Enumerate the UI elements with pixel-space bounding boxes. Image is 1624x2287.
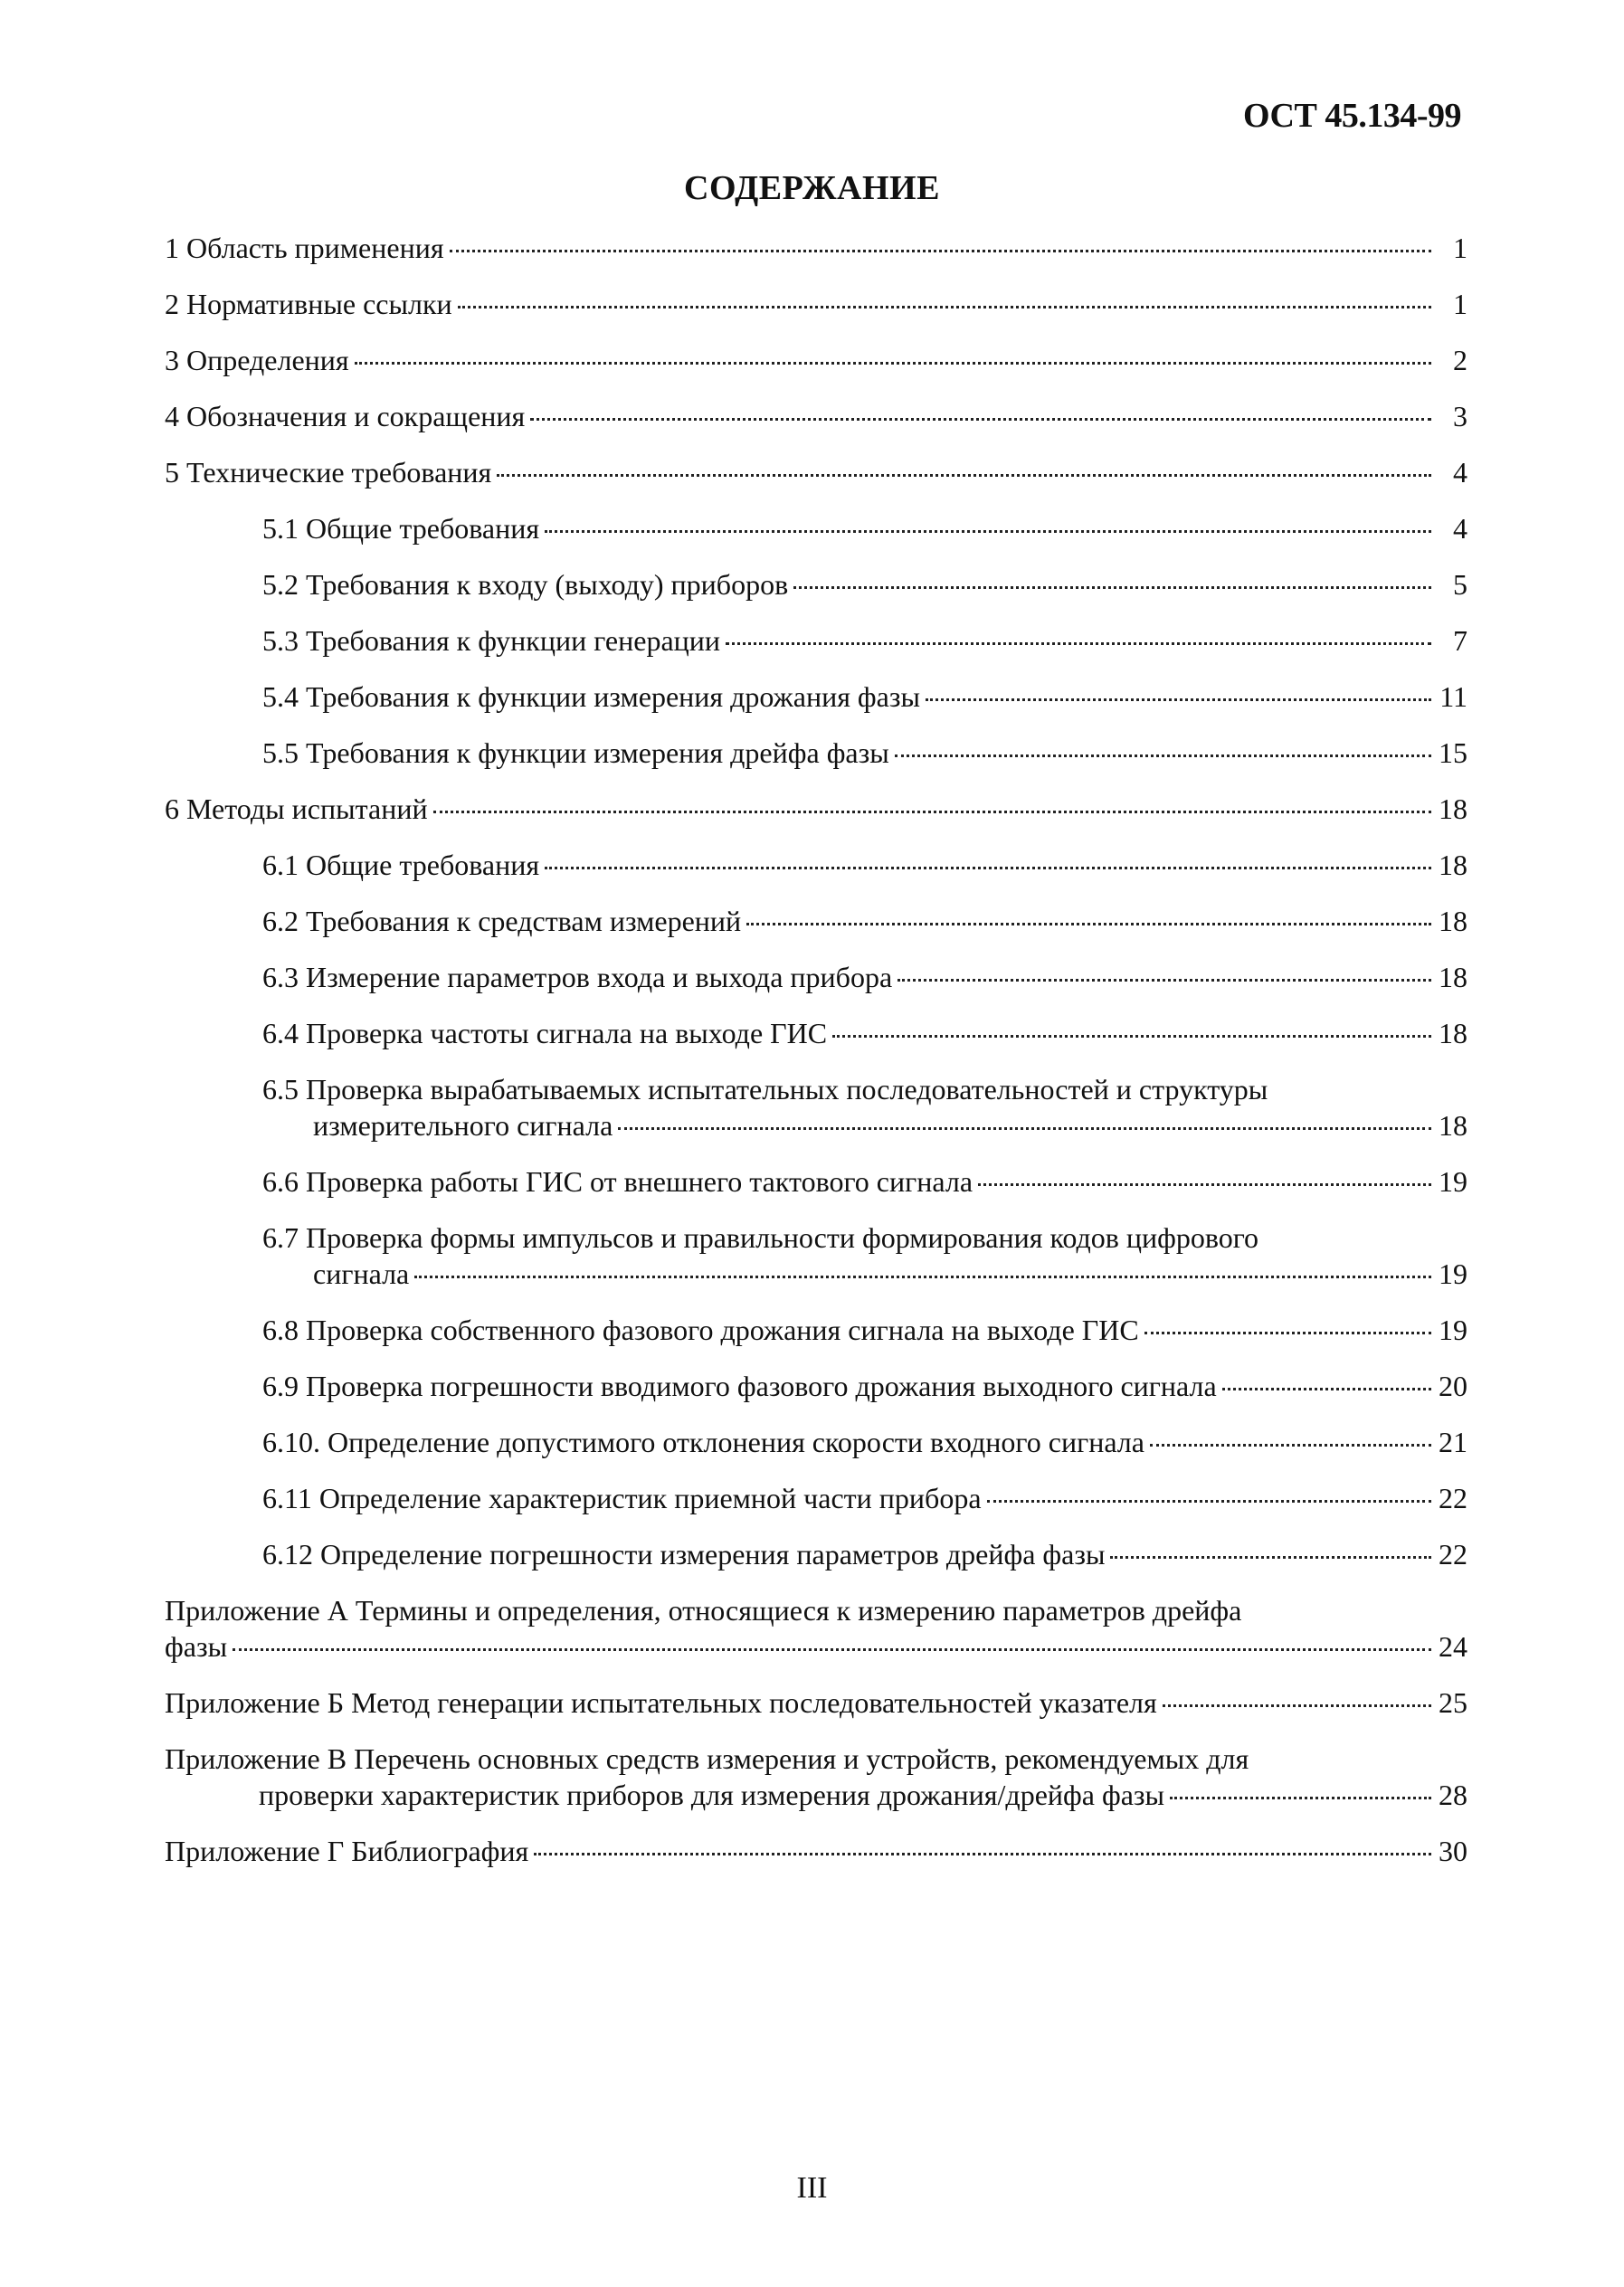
toc-page-number: 11 bbox=[1439, 680, 1467, 713]
toc-leader bbox=[545, 530, 1431, 533]
toc-leader bbox=[832, 1035, 1431, 1038]
toc-subentry[interactable] bbox=[165, 903, 1467, 939]
toc-leader bbox=[497, 474, 1431, 477]
toc-entry-title-continued: фазы bbox=[165, 1630, 228, 1663]
toc-subentry[interactable] bbox=[165, 1424, 1467, 1460]
toc-page-number: 18 bbox=[1439, 849, 1467, 881]
toc-subentry[interactable] bbox=[165, 1015, 1467, 1051]
toc-subentry[interactable] bbox=[165, 847, 1467, 883]
toc-page-number: 1 bbox=[1453, 232, 1467, 264]
toc-entry-appendix-g[interactable] bbox=[165, 1833, 1467, 1869]
toc-entry-title: 5.4 Требования к функции измерения дрожания фазы bbox=[262, 680, 920, 713]
toc-entry-title: 5.5 Требования к функции измерения дрейфа фазы bbox=[262, 736, 889, 769]
toc-page-number: 20 bbox=[1439, 1370, 1467, 1402]
toc-entry-title: 5.2 Требования к входу (выходу) приборов bbox=[262, 568, 789, 601]
toc-entry-title: 6.9 Проверка погрешности вводимого фазового дрожания выходного сигнала bbox=[262, 1370, 1217, 1402]
document-code: ОСТ 45.134-99 bbox=[1243, 97, 1461, 135]
toc-entry-title: 6.6 Проверка работы ГИС от внешнего тактового сигнала bbox=[262, 1165, 973, 1198]
toc-leader bbox=[1170, 1797, 1431, 1799]
toc-page-number: 21 bbox=[1439, 1426, 1467, 1458]
toc-entry-title-continued: сигнала bbox=[313, 1257, 410, 1290]
toc-page-number: 28 bbox=[1439, 1779, 1467, 1811]
toc-subentry[interactable] bbox=[165, 679, 1467, 715]
toc-page-number: 3 bbox=[1453, 400, 1467, 432]
toc-page-number: 5 bbox=[1453, 568, 1467, 601]
toc-entry-title: 5 Технические требования bbox=[165, 456, 492, 489]
toc-leader bbox=[1110, 1556, 1431, 1559]
toc-leader bbox=[433, 811, 1431, 813]
toc-leader bbox=[530, 418, 1431, 421]
toc-entry-title: 6.8 Проверка собственного фазового дрожания сигнала на выходе ГИС bbox=[262, 1314, 1139, 1346]
toc-entry-title: 6.12 Определение погрешности измерения параметров дрейфа фазы bbox=[262, 1538, 1106, 1571]
toc-subentry[interactable] bbox=[165, 1480, 1467, 1516]
toc-leader bbox=[534, 1853, 1431, 1855]
toc-leader bbox=[233, 1648, 1431, 1651]
toc-page-number: 30 bbox=[1439, 1835, 1467, 1867]
toc-page-number: 25 bbox=[1439, 1686, 1467, 1719]
toc-entry-title: 6.7 Проверка формы импульсов и правильности формирования кодов цифрового bbox=[262, 1221, 1259, 1254]
toc-subentry[interactable] bbox=[165, 959, 1467, 995]
toc-entry-title-continued: измерительного сигнала bbox=[313, 1109, 613, 1142]
toc-page-number: 19 bbox=[1439, 1257, 1467, 1290]
table-of-contents bbox=[165, 230, 1467, 1889]
toc-page-number: 4 bbox=[1453, 456, 1467, 489]
toc-entry-title: Приложение Б Метод генерации испытательных последовательностей указателя bbox=[165, 1686, 1157, 1719]
toc-page-number: 15 bbox=[1439, 736, 1467, 769]
toc-page-number: 19 bbox=[1439, 1165, 1467, 1198]
toc-entry-title: 6.2 Требования к средствам измерений bbox=[262, 905, 742, 937]
toc-leader bbox=[793, 586, 1431, 589]
toc-page-number: 18 bbox=[1439, 792, 1467, 825]
toc-entry[interactable] bbox=[165, 286, 1467, 322]
toc-entry-title: 5.3 Требования к функции генерации bbox=[262, 624, 721, 657]
toc-entry[interactable] bbox=[165, 342, 1467, 378]
toc-subentry[interactable] bbox=[165, 510, 1467, 546]
toc-entry-title: 1 Область применения bbox=[165, 232, 444, 264]
toc-entry-title: 6.11 Определение характеристик приемной части прибора bbox=[262, 1482, 982, 1514]
toc-leader bbox=[414, 1276, 1431, 1278]
toc-leader bbox=[1144, 1332, 1431, 1334]
toc-leader bbox=[618, 1127, 1431, 1130]
toc-page-number: 22 bbox=[1439, 1482, 1467, 1514]
toc-entry-title: 6.3 Измерение параметров входа и выхода прибора bbox=[262, 961, 893, 993]
toc-entry-title: 4 Обозначения и сокращения bbox=[165, 400, 526, 432]
toc-leader bbox=[978, 1183, 1431, 1186]
toc-page-number: 18 bbox=[1439, 1017, 1467, 1049]
toc-leader bbox=[895, 754, 1431, 757]
toc-leader bbox=[1163, 1704, 1431, 1707]
toc-subentry[interactable] bbox=[165, 1163, 1467, 1200]
toc-entry-title: Приложение Г Библиография bbox=[165, 1835, 529, 1867]
toc-entry-title: 6 Методы испытаний bbox=[165, 792, 428, 825]
toc-subentry[interactable] bbox=[165, 566, 1467, 603]
toc-page-number: 4 bbox=[1453, 512, 1467, 545]
toc-subentry[interactable] bbox=[165, 1312, 1467, 1348]
toc-leader bbox=[545, 867, 1431, 869]
page-number: III bbox=[796, 2171, 828, 2205]
toc-entry-appendix-a[interactable] bbox=[165, 1592, 1467, 1665]
toc-entry[interactable] bbox=[165, 230, 1467, 266]
toc-leader bbox=[450, 250, 1431, 252]
toc-entry[interactable] bbox=[165, 454, 1467, 490]
toc-page-number: 24 bbox=[1439, 1630, 1467, 1663]
toc-page-number: 22 bbox=[1439, 1538, 1467, 1571]
page-title: СОДЕРЖАНИЕ bbox=[684, 169, 940, 207]
toc-entry-title: Приложение В Перечень основных средств измерения и устройств, рекомендуемых для bbox=[165, 1742, 1249, 1775]
toc-page-number: 18 bbox=[1439, 1109, 1467, 1142]
toc-entry-title: 3 Определения bbox=[165, 344, 349, 376]
toc-leader bbox=[458, 306, 1431, 308]
toc-entry[interactable] bbox=[165, 791, 1467, 827]
toc-entry[interactable] bbox=[165, 398, 1467, 434]
toc-page-number: 1 bbox=[1453, 288, 1467, 320]
toc-entry-title: 6.4 Проверка частоты сигнала на выходе ГИС bbox=[262, 1017, 828, 1049]
toc-subentry[interactable] bbox=[165, 735, 1467, 771]
toc-page-number: 18 bbox=[1439, 905, 1467, 937]
toc-entry-title: 6.10. Определение допустимого отклонения скорости входного сигнала bbox=[262, 1426, 1144, 1458]
toc-entry-appendix-v[interactable] bbox=[165, 1741, 1467, 1813]
toc-subentry[interactable] bbox=[165, 1219, 1467, 1292]
toc-entry-title: Приложение А Термины и определения, относящиеся к измерению параметров дрейфа bbox=[165, 1594, 1242, 1627]
toc-entry-title: 2 Нормативные ссылки bbox=[165, 288, 452, 320]
toc-entry-title: 6.5 Проверка вырабатываемых испытательных последовательностей и структуры bbox=[262, 1073, 1268, 1106]
toc-page-number: 19 bbox=[1439, 1314, 1467, 1346]
toc-entry-title: 5.1 Общие требования bbox=[262, 512, 540, 545]
toc-subentry[interactable] bbox=[165, 1368, 1467, 1404]
toc-subentry[interactable] bbox=[165, 1536, 1467, 1572]
toc-page-number: 7 bbox=[1453, 624, 1467, 657]
toc-leader bbox=[355, 362, 1431, 365]
toc-subentry[interactable] bbox=[165, 622, 1467, 659]
toc-leader bbox=[1150, 1444, 1431, 1447]
toc-leader bbox=[897, 979, 1431, 982]
toc-entry-appendix-b[interactable] bbox=[165, 1684, 1467, 1721]
toc-subentry[interactable] bbox=[165, 1071, 1467, 1144]
toc-leader bbox=[726, 642, 1431, 645]
toc-page-number: 2 bbox=[1453, 344, 1467, 376]
toc-page-number: 18 bbox=[1439, 961, 1467, 993]
toc-leader bbox=[987, 1500, 1431, 1503]
toc-entry-title-continued: проверки характеристик приборов для измерения дрожания/дрейфа фазы bbox=[259, 1779, 1165, 1811]
toc-leader bbox=[746, 923, 1431, 925]
toc-leader bbox=[1222, 1388, 1431, 1390]
toc-entry-title: 6.1 Общие требования bbox=[262, 849, 540, 881]
toc-leader bbox=[926, 698, 1431, 701]
